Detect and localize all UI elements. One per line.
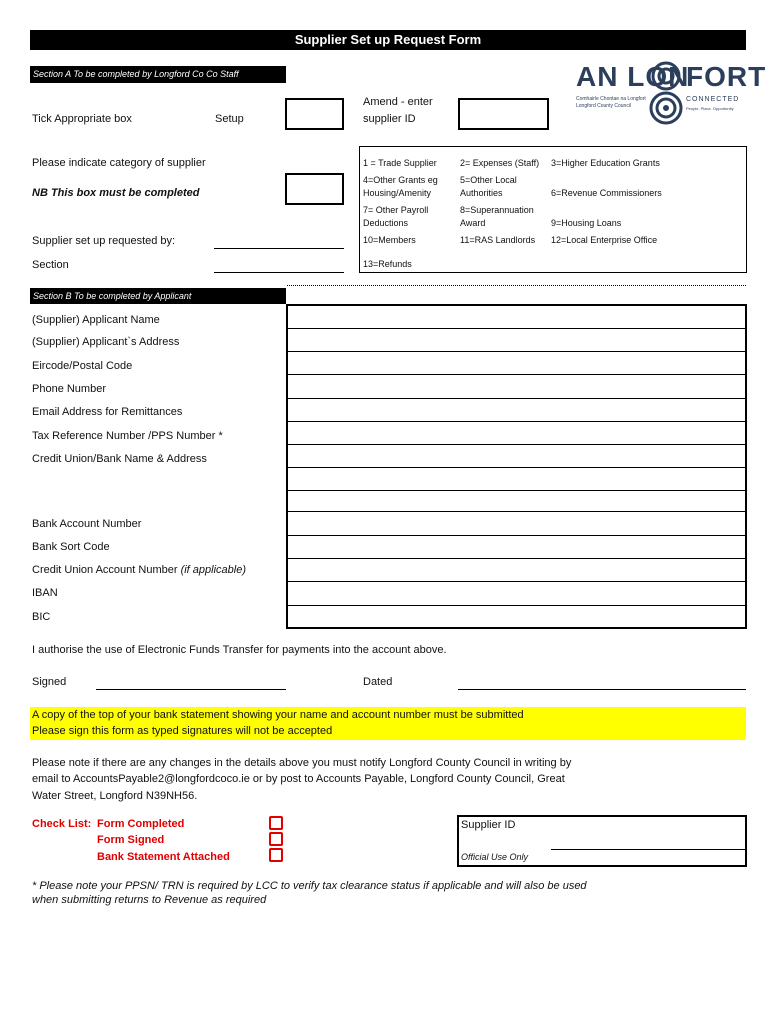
grid-line — [288, 374, 745, 375]
category-key-box — [359, 146, 747, 273]
form-title: Supplier Set up Request Form — [30, 30, 746, 50]
eircode-input[interactable] — [288, 353, 745, 374]
bank-statement-notice — [30, 707, 746, 740]
iban-label: IBAN — [32, 587, 58, 599]
phone-label: Phone Number — [32, 383, 106, 395]
must-complete-note: NB This box must be completed — [32, 187, 200, 199]
supplier-id-label: Supplier ID — [461, 819, 516, 831]
applicant-address-label: (Supplier) Applicant`s Address — [32, 336, 180, 348]
category-11: 11=RAS Landlords — [460, 235, 536, 245]
form-completed-checkbox[interactable] — [269, 816, 283, 830]
official-supplier-id-input[interactable] — [551, 819, 745, 847]
eircode-label: Eircode/Postal Code — [32, 360, 133, 372]
applicant-name-input[interactable] — [288, 306, 745, 328]
category-1: 1 = Trade Supplier — [363, 158, 437, 168]
requested-by-line[interactable] — [214, 248, 344, 249]
category-12: 12=Local Enterprise Office — [551, 235, 658, 245]
checklist-item: Bank Statement Attached — [97, 851, 230, 863]
council-logo — [576, 60, 767, 138]
form-signed-checkbox[interactable] — [269, 832, 283, 846]
checklist-item: Form Signed — [97, 834, 165, 846]
grid-line — [288, 605, 745, 606]
cu-account-text: Credit Union Account Number — [32, 564, 178, 576]
official-use-label: Official Use Only — [461, 852, 529, 862]
logo-english-name: Longford County Council — [576, 103, 632, 109]
section-a-banner: Section A To be completed by Longford Co Co Staff — [30, 66, 286, 83]
section-label: Section — [32, 259, 69, 271]
applicant-name-label: (Supplier) Applicant Name — [32, 314, 160, 326]
category-7a: 7= Other Payroll — [363, 205, 429, 215]
grid-line — [288, 398, 745, 399]
sort-code-input[interactable] — [288, 537, 745, 558]
eft-authorisation: I authorise the use of Electronic Funds Transfer for payments into the account above. — [32, 644, 447, 656]
phone-input[interactable] — [288, 376, 745, 398]
changes-note-line-1: Please note if there are any changes in the details above you must notify Longford County Council in writing by — [32, 757, 572, 769]
official-use-box — [457, 815, 747, 867]
cu-account-note: (if applicable) — [180, 564, 246, 576]
logo-irish-name: Comhairle Chontae na Longfort — [576, 96, 646, 102]
footnote-line-1: * Please note your PPSN/ TRN is required by LCC to verify tax clearance status if applicable and will also be used — [32, 880, 587, 892]
grid-line — [288, 351, 745, 352]
sort-code-label: Bank Sort Code — [32, 541, 110, 553]
grid-line — [288, 511, 745, 512]
grid-line — [288, 421, 745, 422]
category-9: 9=Housing Loans — [551, 218, 622, 228]
bank-name-input[interactable] — [288, 446, 745, 511]
category-4a: 4=Other Grants eg — [363, 175, 438, 185]
category-13: 13=Refunds — [363, 259, 412, 269]
grid-line — [288, 558, 745, 559]
section-b-banner: Section B To be completed by Applicant — [30, 288, 286, 304]
category-4b: Housing/Amenity — [363, 188, 432, 198]
logo-right-word: FORT — [686, 61, 767, 92]
category-3: 3=Higher Education Grants — [551, 158, 660, 168]
requested-by-label: Supplier set up requested by: — [32, 235, 176, 247]
category-7b: Deductions — [363, 218, 409, 228]
signed-label: Signed — [32, 676, 67, 688]
amend-supplier-id-input[interactable] — [458, 98, 549, 130]
bic-input[interactable] — [288, 607, 745, 627]
checklist-item: Form Completed — [97, 818, 185, 830]
iban-input[interactable] — [288, 583, 745, 605]
changes-note-line-3: Water Street, Longford N39NH56. — [32, 790, 198, 802]
email-input[interactable] — [288, 400, 745, 421]
account-number-input[interactable] — [288, 513, 745, 535]
category-10: 10=Members — [363, 235, 416, 245]
footnote-line-2: when submitting returns to Revenue as required — [32, 894, 267, 906]
dotted-divider — [287, 285, 746, 286]
cu-account-input[interactable] — [288, 560, 745, 581]
tax-reference-input[interactable] — [288, 423, 745, 444]
checklist-label: Check List: — [32, 818, 92, 830]
notice-line-1: A copy of the top of your bank statement showing your name and account number must be submitted — [32, 709, 524, 721]
email-label: Email Address for Remittances — [32, 406, 183, 418]
dated-label: Dated — [363, 676, 393, 688]
category-8b: Award — [460, 218, 486, 228]
setup-checkbox[interactable] — [285, 98, 344, 130]
bic-label: BIC — [32, 611, 51, 623]
bank-statement-checkbox[interactable] — [269, 848, 283, 862]
category-8a: 8=Superannuation — [460, 205, 534, 215]
official-id-line — [551, 849, 745, 850]
grid-line — [288, 581, 745, 582]
logo-left-word: AN LON — [576, 61, 690, 92]
tax-reference-label: Tax Reference Number /PPS Number * — [32, 430, 223, 442]
tick-box-label: Tick Appropriate box — [32, 113, 132, 125]
category-2: 2= Expenses (Staff) — [460, 158, 540, 168]
grid-line — [288, 535, 745, 536]
section-line[interactable] — [214, 272, 344, 273]
applicant-address-input[interactable] — [288, 330, 745, 351]
logo-connected: CONNECTED — [686, 96, 740, 103]
category-label: Please indicate category of supplier — [32, 157, 206, 169]
bank-name-label: Credit Union/Bank Name & Address — [32, 453, 207, 465]
amend-label-1: Amend - enter — [363, 96, 433, 108]
changes-note-line-2: email to AccountsPayable2@longfordcoco.ie or by post to Accounts Payable, Longford County Council, Great — [32, 773, 565, 785]
category-input[interactable] — [285, 173, 344, 205]
date-line[interactable] — [458, 689, 746, 690]
setup-label: Setup — [215, 113, 244, 125]
logo-tagline: People. Place. Opportunity — [686, 106, 734, 111]
account-number-label: Bank Account Number — [32, 518, 142, 530]
signature-line[interactable] — [96, 689, 286, 690]
category-6: 6=Revenue Commissioners — [551, 188, 662, 198]
cu-account-label — [32, 564, 246, 576]
grid-line — [288, 444, 745, 445]
notice-line-2: Please sign this form as typed signatures will not be accepted — [32, 725, 333, 737]
category-5b: Authorities — [460, 188, 503, 198]
category-5a: 5=Other Local — [460, 175, 517, 185]
grid-line — [288, 328, 745, 329]
amend-label-2: supplier ID — [363, 113, 416, 125]
spiral-logo-icon — [646, 60, 686, 128]
